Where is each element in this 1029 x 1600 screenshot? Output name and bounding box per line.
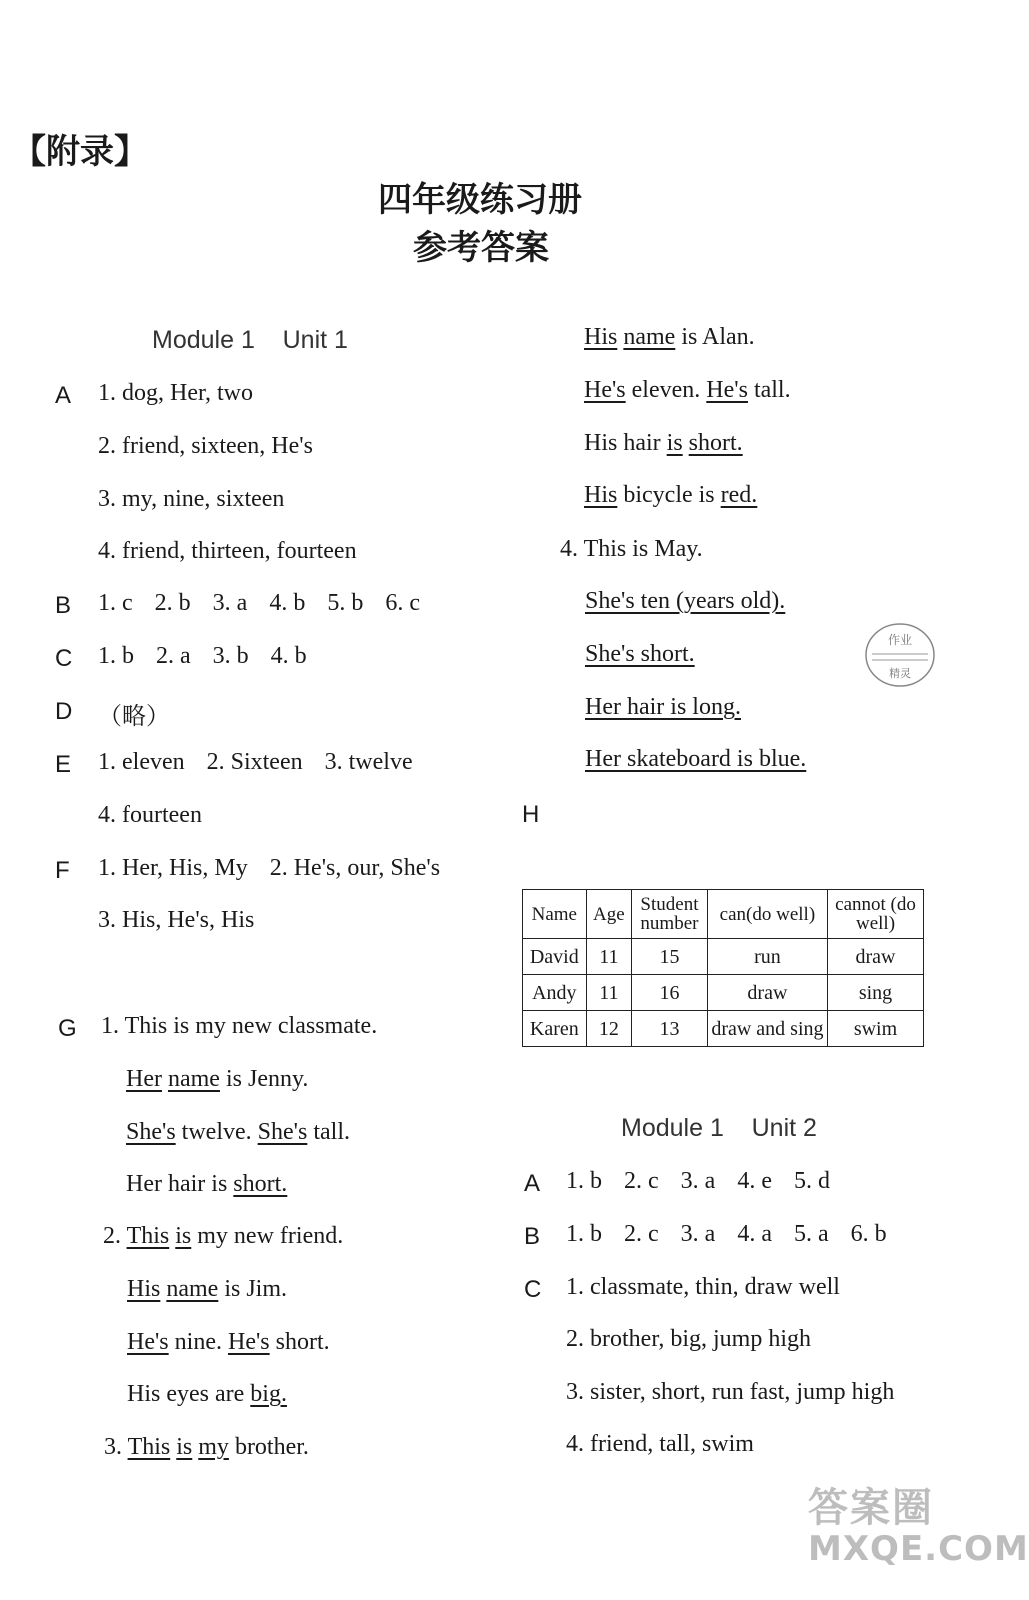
underlined-word: is (666, 430, 683, 456)
table-cell: draw (828, 939, 924, 975)
text: my new friend. (197, 1223, 344, 1249)
underlined-word: This (127, 1434, 171, 1460)
g2-line3 (127, 1329, 330, 1356)
answer: 4. b (270, 643, 307, 669)
unit1-section-a-letter: A (55, 382, 72, 409)
g4-line2: She's ten (years old). (585, 588, 786, 614)
g1-line3 (126, 1119, 350, 1146)
answer: 2. b (154, 590, 191, 616)
underlined-word: my (198, 1434, 229, 1460)
text: Her hair is (126, 1171, 228, 1197)
underlined-word: His (584, 324, 618, 350)
answer: 1. eleven (98, 749, 185, 775)
answer: 3. b (212, 643, 249, 669)
page-title: 四年级练习册 (378, 180, 582, 220)
answer: 2. c (624, 1168, 659, 1194)
watermark-text: 答案圈 (808, 1485, 934, 1531)
underlined-word: name (167, 1066, 220, 1092)
answer: 3. a (680, 1221, 716, 1247)
g4-line5: Her skateboard is blue. (585, 746, 807, 772)
answer: 4. e (737, 1168, 772, 1194)
table-cell: run (707, 939, 827, 975)
g4-line1: 4. This is May. (560, 536, 703, 562)
text: tall. (313, 1119, 350, 1145)
underlined-word: red. (720, 482, 758, 508)
unit2-c-item: 2. brother, big, jump high (566, 1326, 812, 1352)
appendix-label: 【附录】 (12, 132, 148, 172)
g2-line2 (127, 1276, 287, 1303)
text: His hair (584, 430, 661, 456)
table-cell: 16 (632, 975, 708, 1011)
answer: 4. a (737, 1221, 772, 1247)
underlined-word: name (623, 324, 676, 350)
unit1-section-d-letter: D (55, 698, 73, 725)
h-answer-table (522, 889, 924, 1047)
stamp-seal (862, 620, 938, 690)
g2-line1 (103, 1223, 343, 1250)
g4-line4: Her hair is long. (585, 694, 741, 720)
unit2-section-b-letter: B (524, 1223, 541, 1250)
table-cell: 12 (586, 1011, 631, 1047)
g3-line3 (584, 377, 791, 404)
answer: 1. b (98, 643, 134, 669)
unit1-f-line2: 3. His, He's, His (98, 907, 255, 933)
answer: 5. b (327, 590, 364, 616)
column-header: cannot (do well) (828, 890, 924, 939)
answer: 5. a (793, 1221, 829, 1247)
answer: 2. c (624, 1221, 659, 1247)
answer: 3. a (212, 590, 248, 616)
table-cell: swim (828, 1011, 924, 1047)
underlined-word: is (176, 1434, 193, 1460)
table-row (523, 939, 924, 975)
answer: 1. b (566, 1168, 602, 1194)
unit2-section-c-letter: C (524, 1276, 542, 1303)
underlined-word: big. (250, 1381, 287, 1407)
unit2-heading: Module 1 Unit 2 (621, 1114, 817, 1142)
item-number: 2. (103, 1223, 121, 1249)
svg-text:精灵: 精灵 (889, 667, 911, 680)
text: is Alan. (681, 324, 755, 350)
column-header: Age (586, 890, 631, 939)
unit1-a-item: 3. my, nine, sixteen (98, 486, 285, 512)
underlined-word: He's (706, 377, 748, 403)
g1-line4 (126, 1171, 287, 1198)
unit1-e-line2: 4. fourteen (98, 802, 202, 828)
column-header: Name (523, 890, 587, 939)
text: twelve. (181, 1119, 252, 1145)
unit1-section-c-letter: C (55, 645, 73, 672)
answer: 2. Sixteen (206, 749, 303, 775)
unit1-d-answer: （略） (98, 702, 170, 730)
underlined-word: short. (688, 430, 743, 456)
unit1-a-item: 1. dog, Her, two (98, 380, 254, 406)
g3-line1 (104, 1434, 309, 1461)
unit2-section-a-letter: A (524, 1170, 541, 1197)
g3-line4 (584, 430, 743, 457)
underlined-word: He's (127, 1329, 169, 1355)
table-cell: sing (828, 975, 924, 1011)
text: His eyes are (127, 1381, 245, 1407)
underlined-word: He's (584, 377, 626, 403)
g3-line5 (584, 482, 757, 509)
table-cell: Andy (523, 975, 587, 1011)
unit1-a-item: 4. friend, thirteen, fourteen (98, 538, 357, 564)
unit2-c-item: 4. friend, tall, swim (566, 1431, 754, 1457)
answer: 4. b (269, 590, 306, 616)
table-cell: 11 (586, 939, 631, 975)
underlined-word: Her (126, 1066, 162, 1092)
table-cell: 13 (632, 1011, 708, 1047)
underlined-word: short. (233, 1171, 288, 1197)
watermark-url: MXQE.COM (808, 1529, 1029, 1569)
text: brother. (234, 1434, 309, 1460)
unit2-a-answers (566, 1168, 852, 1195)
table-cell: draw (707, 975, 827, 1011)
underlined-word: name (166, 1276, 219, 1302)
text: is Jim. (224, 1276, 288, 1302)
answer: 1. b (566, 1221, 602, 1247)
g3-line2 (584, 324, 755, 351)
answer: 2. a (156, 643, 191, 669)
unit1-section-e-letter: E (55, 751, 72, 778)
unit1-f-line1 (98, 855, 462, 882)
text: is Jenny. (225, 1066, 309, 1092)
answer: 6. b (850, 1221, 887, 1247)
text: short. (275, 1329, 330, 1355)
g1-line1: 1. This is my new classmate. (101, 1013, 378, 1039)
text: eleven. (631, 377, 701, 403)
unit1-section-g-letter: G (58, 1015, 77, 1042)
unit1-c-answers (98, 643, 329, 670)
table-cell: draw and sing (707, 1011, 827, 1047)
svg-text:作业: 作业 (887, 633, 913, 647)
item-number: 3. (104, 1434, 122, 1460)
unit1-section-h-letter: H (522, 801, 540, 828)
table-row (523, 975, 924, 1011)
unit1-section-b-letter: B (55, 592, 72, 619)
table-cell: David (523, 939, 587, 975)
table-cell: 15 (632, 939, 708, 975)
underlined-word: She's (126, 1119, 176, 1145)
g1-line2 (126, 1066, 308, 1093)
answer: 1. Her, His, My (98, 855, 248, 881)
unit1-e-line1 (98, 749, 435, 776)
text: nine. (174, 1329, 222, 1355)
unit1-a-item: 2. friend, sixteen, He's (98, 433, 313, 459)
g2-line4 (127, 1381, 287, 1408)
g4-line3: She's short. (585, 641, 695, 667)
underlined-word: This (126, 1223, 170, 1249)
unit2-c-item: 1. classmate, thin, draw well (566, 1274, 840, 1300)
underlined-word: is (175, 1223, 192, 1249)
watermark-logo (808, 1476, 1029, 1569)
answer: 6. c (385, 590, 420, 616)
unit2-c-item: 3. sister, short, run fast, jump high (566, 1379, 895, 1405)
page-subtitle: 参考答案 (413, 228, 549, 268)
unit2-b-answers (566, 1221, 909, 1248)
answer: 2. He's, our, She's (269, 855, 441, 881)
column-header: can(do well) (707, 890, 827, 939)
answer: 3. a (680, 1168, 716, 1194)
unit1-section-f-letter: F (55, 857, 70, 884)
underlined-word: She's (257, 1119, 308, 1145)
text: tall. (753, 377, 791, 403)
underlined-word: He's (227, 1329, 270, 1355)
answer: 5. d (793, 1168, 830, 1194)
answer: 1. c (98, 590, 133, 616)
table-header-row (523, 890, 924, 939)
table-cell: Karen (523, 1011, 587, 1047)
table-row (523, 1011, 924, 1047)
table-cell: 11 (586, 975, 631, 1011)
unit1-b-answers (98, 590, 442, 617)
answer: 3. twelve (324, 749, 413, 775)
underlined-word: His (127, 1276, 161, 1302)
unit1-heading: Module 1 Unit 1 (152, 326, 348, 354)
text: bicycle is (623, 482, 715, 508)
underlined-word: His (584, 482, 618, 508)
column-header: Student number (632, 890, 708, 939)
